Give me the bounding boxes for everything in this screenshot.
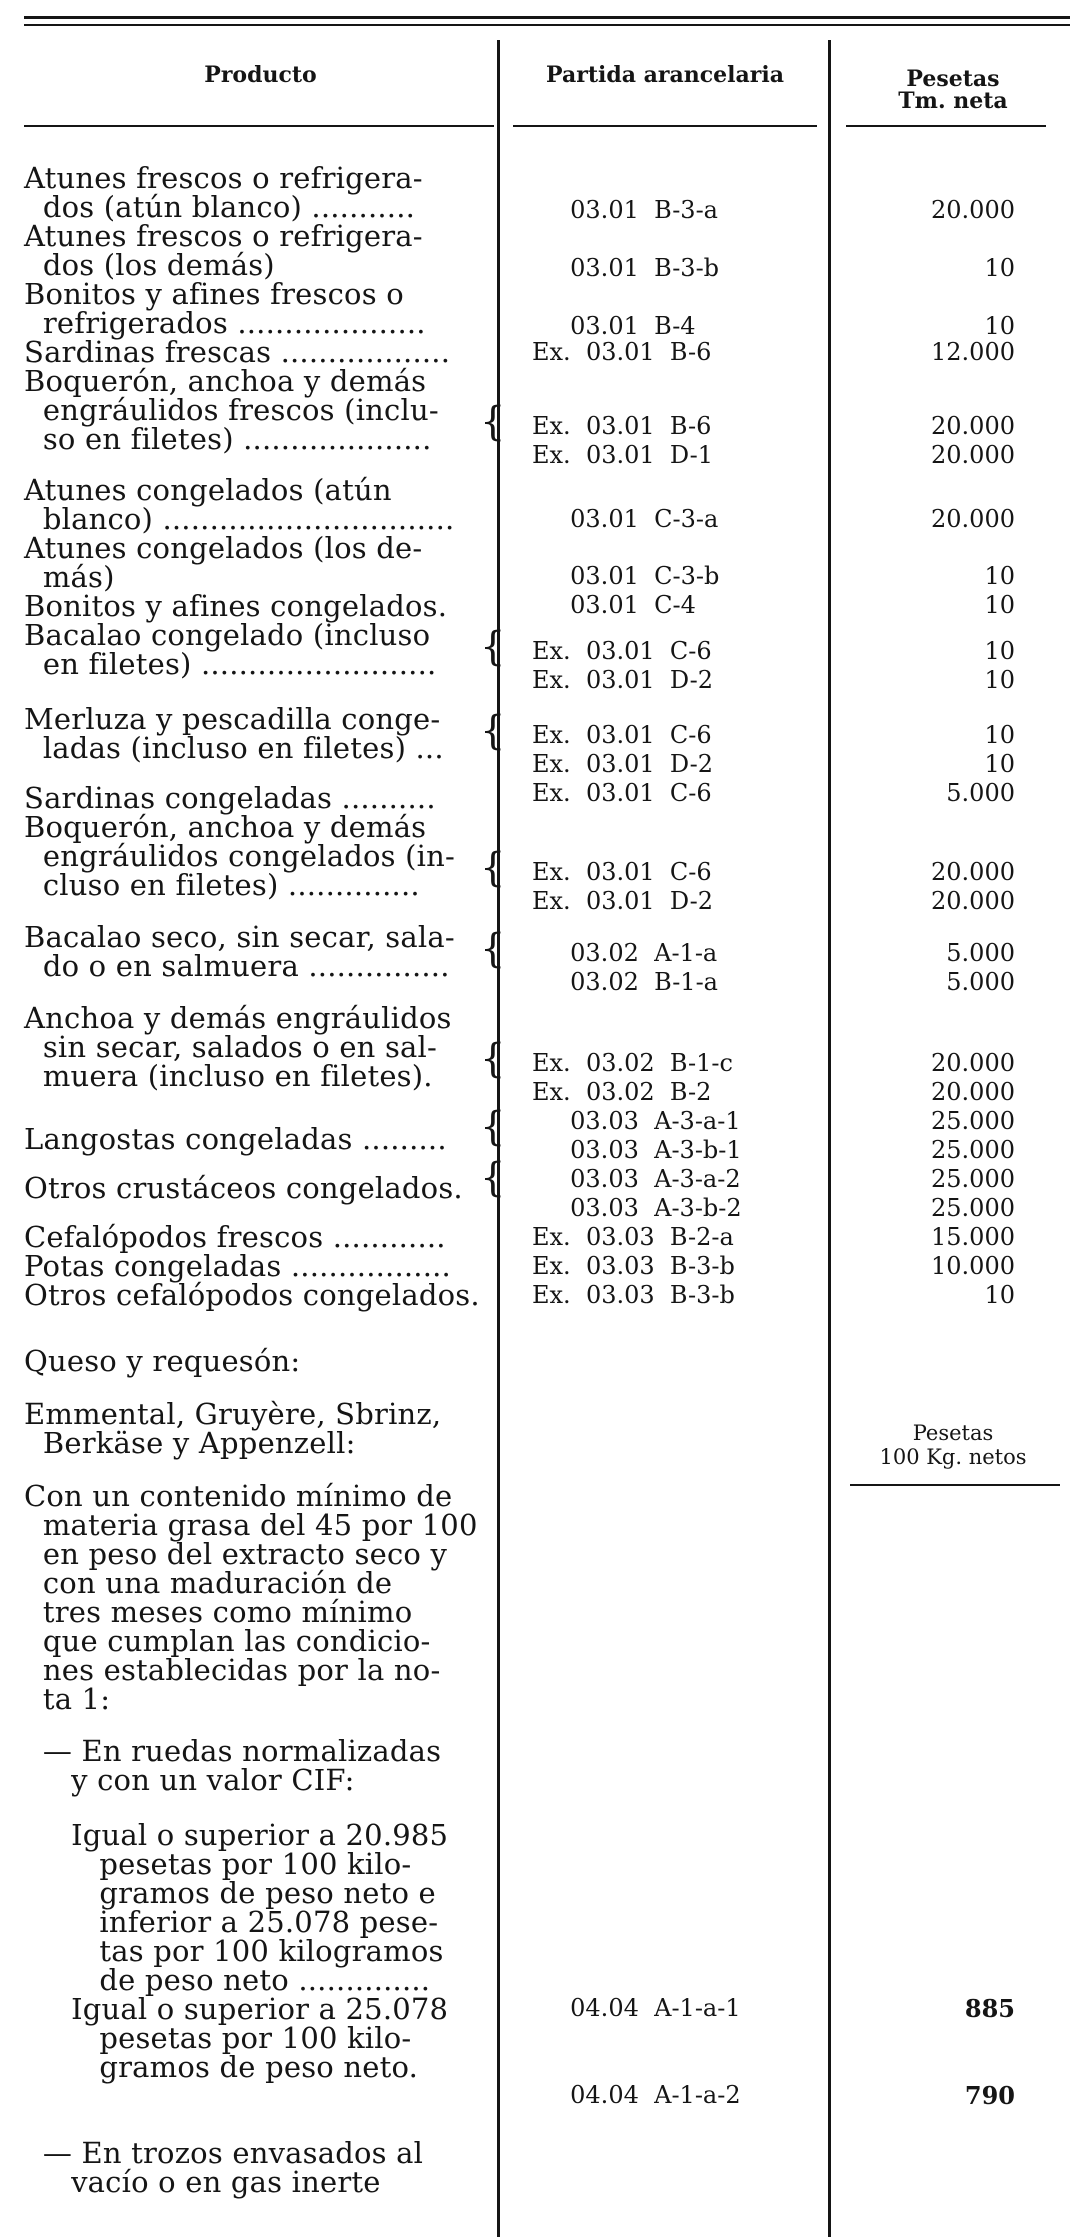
product-line: do o en salmuera ............... [24,949,450,983]
header-pesetas-100kg-1: Pesetas [912,1421,994,1445]
tariff-code: 04.04 A-1-a-2 [532,2081,741,2109]
column-separator-2 [828,40,831,2237]
tariff-code: 03.01 C-4 [532,591,696,619]
value: 10 [984,750,1015,778]
brace: { [480,1155,506,1201]
header-pesetas-100kg-2: 100 Kg. netos [879,1445,1027,1469]
product-line: ta 1: [24,1682,111,1716]
tariff-code: Ex. 03.01 D-2 [532,750,713,778]
product-line: tres meses como mínimo [24,1595,413,1629]
value: 10 [984,312,1015,340]
brace: { [480,624,506,670]
product-line: Queso y requesón: [24,1344,301,1378]
value: 10 [984,666,1015,694]
tariff-code: 03.03 A-3-a-2 [532,1165,741,1193]
value: 10 [984,254,1015,282]
tariff-code: Ex. 03.01 B-6 [532,412,712,440]
value: 20.000 [931,441,1015,469]
product-line: Potas congeladas ................. [24,1249,451,1283]
value: 10 [984,637,1015,665]
product-line: blanco) ............................... [24,502,455,536]
tariff-code: 03.01 B-3-a [532,196,718,224]
product-line: en filetes) ......................... [24,647,437,681]
value: 25.000 [931,1136,1015,1164]
value: 25.000 [931,1107,1015,1135]
product-line: de peso neto .............. [24,1963,431,1997]
product-line: Sardinas congeladas .......... [24,781,436,815]
product-line: dos (atún blanco) ........... [24,190,416,224]
value: 10 [984,562,1015,590]
product-line: dos (los demás) [24,248,275,282]
product-line: Atunes congelados (atún [24,473,392,507]
header-pesetas-1: Pesetas [906,66,1000,92]
product-line: Anchoa y demás engráulidos [24,1001,452,1035]
value: 12.000 [931,338,1015,366]
brace: { [480,1036,506,1082]
tariff-code: Ex. 03.02 B-1-c [532,1049,733,1077]
product-line: muera (incluso en filetes). [24,1059,433,1093]
product-line: Otros cefalópodos congelados. [24,1278,480,1312]
product-line: pesetas por 100 kilo- [24,2021,412,2055]
product-line: pesetas por 100 kilo- [24,1847,412,1881]
value: 20.000 [931,1078,1015,1106]
product-line: materia grasa del 45 por 100 [24,1508,478,1542]
product-line: Otros crustáceos congelados. [24,1171,463,1205]
value: 25.000 [931,1194,1015,1222]
value: 10 [984,591,1015,619]
value: 20.000 [931,505,1015,533]
product-line: Boquerón, anchoa y demás [24,810,427,844]
tariff-code: Ex. 03.01 C-6 [532,637,712,665]
brace: { [480,845,506,891]
product-line: y con un valor CIF: [24,1763,355,1797]
brace: { [480,708,506,754]
top-rule-thin [24,24,1070,26]
product-line: Boquerón, anchoa y demás [24,364,427,398]
value: 20.000 [931,858,1015,886]
header-underline-pesetas-100kg [850,1484,1060,1486]
product-line: engráulidos frescos (inclu- [24,393,439,427]
tariff-code: Ex. 03.03 B-3-b [532,1252,735,1280]
product-line: Emmental, Gruyère, Sbrinz, [24,1397,442,1431]
tariff-code: Ex. 03.01 C-6 [532,721,712,749]
value: 20.000 [931,196,1015,224]
product-line: — En ruedas normalizadas [24,1734,442,1768]
tariff-code: Ex. 03.03 B-3-b [532,1281,735,1309]
product-line: Atunes congelados (los de- [24,531,423,565]
tariff-code: Ex. 03.01 C-6 [532,858,712,886]
tariff-code: 03.01 C-3-a [532,505,719,533]
product-line: Langostas congeladas ......... [24,1122,447,1156]
product-line: más) [24,560,115,594]
tariff-code: Ex. 03.01 C-6 [532,779,712,807]
value: 10 [984,1281,1015,1309]
product-line: Bonitos y afines congelados. [24,589,448,623]
tariff-code: 03.01 B-4 [532,312,696,340]
brace: { [480,1104,506,1150]
tariff-code: 03.02 A-1-a [532,939,718,967]
product-line: tas por 100 kilogramos [24,1934,444,1968]
product-line: Atunes frescos o refrigera- [24,161,423,195]
value: 20.000 [931,412,1015,440]
tariff-code: Ex. 03.03 B-2-a [532,1223,734,1251]
product-line: Cefalópodos frescos ............ [24,1220,446,1254]
value: 5.000 [946,779,1015,807]
product-line: Bonitos y afines frescos o [24,277,404,311]
product-line: en peso del extracto seco y [24,1537,448,1571]
value: 5.000 [946,939,1015,967]
product-line: que cumplan las condicio- [24,1624,431,1658]
header-pesetas-2: Tm. neta [898,88,1008,114]
product-line: refrigerados .................... [24,306,426,340]
tariff-code: Ex. 03.01 B-6 [532,338,712,366]
product-line: gramos de peso neto. [24,2050,419,2084]
value: 10.000 [931,1252,1015,1280]
header-partida: Partida arancelaria [546,62,784,88]
product-line: Con un contenido mínimo de [24,1479,453,1513]
brace: { [480,399,506,445]
value: 15.000 [931,1223,1015,1251]
product-line: — En trozos envasados al [24,2136,424,2170]
header-underline-partida [513,125,817,127]
value: 20.000 [931,887,1015,915]
tariff-code: Ex. 03.01 D-2 [532,887,713,915]
product-line: cluso en filetes) .............. [24,868,420,902]
product-line: Igual o superior a 20.985 [24,1818,449,1852]
value: 25.000 [931,1165,1015,1193]
tariff-code: 03.01 B-3-b [532,254,720,282]
value: 790 [964,2081,1015,2110]
product-line: inferior a 25.078 pese- [24,1905,439,1939]
product-line: nes establecidas por la no- [24,1653,441,1687]
tariff-code: 04.04 A-1-a-1 [532,1994,741,2022]
product-line: gramos de peso neto e [24,1876,436,1910]
tariff-code: 03.02 B-1-a [532,968,718,996]
brace: { [480,926,506,972]
tariff-code: Ex. 03.01 D-1 [532,441,713,469]
tariff-code: Ex. 03.02 B-2 [532,1078,712,1106]
product-line: Bacalao seco, sin secar, sala- [24,920,455,954]
tariff-code: 03.03 A-3-b-1 [532,1136,742,1164]
header-producto: Producto [204,62,317,88]
top-rule-thick [24,16,1070,19]
product-line: Bacalao congelado (incluso [24,618,431,652]
product-line: engráulidos congelados (in- [24,839,456,873]
value: 885 [964,1994,1015,2023]
product-line: Merluza y pescadilla conge- [24,702,441,736]
product-line: Igual o superior a 25.078 [24,1992,449,2026]
tariff-code: 03.03 A-3-b-2 [532,1194,742,1222]
tariff-code: 03.01 C-3-b [532,562,720,590]
value: 5.000 [946,968,1015,996]
value: 10 [984,721,1015,749]
header-underline-pesetas [846,125,1046,127]
product-line: con una maduración de [24,1566,393,1600]
tariff-code: Ex. 03.01 D-2 [532,666,713,694]
product-line: so en filetes) .................... [24,422,432,456]
header-underline-producto [24,125,494,127]
value: 20.000 [931,1049,1015,1077]
product-line: sin secar, salados o en sal- [24,1030,438,1064]
product-line: Berkäse y Appenzell: [24,1426,356,1460]
product-line: Sardinas frescas .................. [24,335,451,369]
tariff-code: 03.03 A-3-a-1 [532,1107,741,1135]
product-line: Atunes frescos o refrigera- [24,219,423,253]
product-line: ladas (incluso en filetes) ... [24,731,444,765]
product-line: vacío o en gas inerte [24,2165,381,2199]
